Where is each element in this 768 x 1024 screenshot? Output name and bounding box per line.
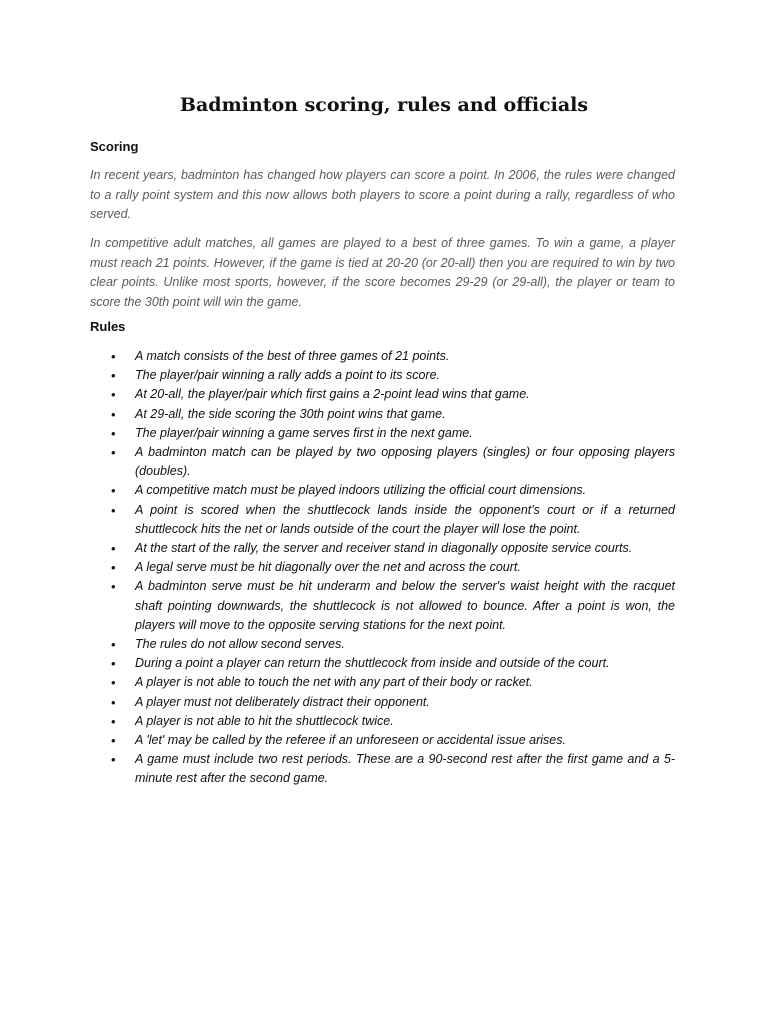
rule-text: A player must not deliberately distract their opponent. — [135, 694, 430, 709]
rule-text: A 'let' may be called by the referee if an unforeseen or accidental issue arises. — [135, 733, 566, 748]
rule-text: At the start of the rally, the server and receiver stand in diagonally opposite service courts. — [135, 541, 633, 556]
bullet-icon: • — [111, 733, 116, 749]
rule-text: A legal serve must be hit diagonally over the net and across the court. — [135, 560, 521, 575]
rule-item — [111, 635, 675, 654]
bullet-icon: • — [111, 752, 116, 768]
bullet-icon: • — [111, 675, 116, 691]
rule-text: At 20-all, the player/pair which first gains a 2-point lead wins that game. — [135, 387, 530, 402]
rules-list — [111, 347, 675, 789]
rule-text: A badminton match can be played by two opposing players (singles) or four opposing players (doubles). — [135, 445, 675, 479]
rule-item — [111, 405, 675, 424]
bullet-icon: • — [111, 483, 116, 499]
rule-item — [111, 731, 675, 750]
rule-text: A player is not able to hit the shuttlecock twice. — [135, 713, 394, 728]
bullet-icon: • — [111, 502, 116, 518]
bullet-icon: • — [111, 656, 116, 672]
bullet-icon: • — [111, 560, 116, 576]
rule-item — [111, 673, 675, 692]
bullet-icon: • — [111, 387, 116, 403]
rule-item — [111, 712, 675, 731]
rule-item — [111, 539, 675, 558]
rule-item — [111, 443, 675, 481]
page-title: Badminton scoring, rules and officials — [179, 94, 589, 116]
bullet-icon: • — [111, 541, 116, 557]
rule-text: The player/pair winning a rally adds a point to its score. — [135, 368, 441, 383]
rule-text: During a point a player can return the shuttlecock from inside and outside of the court. — [135, 656, 610, 671]
rule-text: A match consists of the best of three games of 21 points. — [135, 349, 450, 363]
bullet-icon: • — [111, 368, 116, 384]
rule-item — [111, 481, 675, 500]
rule-text: A point is scored when the shuttlecock lands inside the opponent's court or if a returned shuttlecock hits the net or lands outside of the court the player will lose the point. — [135, 502, 675, 536]
rules-heading: Rules — [90, 319, 126, 334]
rule-text: The rules do not allow second serves. — [135, 637, 345, 652]
rule-item — [111, 366, 675, 385]
bullet-icon: • — [111, 445, 116, 461]
scoring-paragraph: In competitive adult matches, all games are played to a best of three games. To win a game, a player must reach 21 points. However, if the game is tied at 20-20 (or 20-all) then you are required to win by two clear points. Unlike most sports, however, if the score becomes 29-29 (or 29-all), the player or team to score the 30th point will win the game. — [90, 236, 675, 309]
rule-item — [111, 558, 675, 577]
bullet-icon: • — [111, 425, 116, 441]
rule-text: A game must include two rest periods. These are a 90-second rest after the first game and a 5-minute rest after the second game. — [135, 752, 675, 786]
rule-item — [111, 385, 675, 404]
rule-item — [111, 347, 675, 366]
rule-item — [111, 654, 675, 673]
rule-text: At 29-all, the side scoring the 30th point wins that game. — [135, 406, 446, 421]
bullet-icon: • — [111, 406, 116, 422]
bullet-icon: • — [111, 349, 116, 364]
rule-text: A player is not able to touch the net with any part of their body or racket. — [135, 675, 533, 690]
rule-text: The player/pair winning a game serves first in the next game. — [135, 425, 473, 440]
bullet-icon: • — [111, 637, 116, 653]
bullet-icon: • — [111, 694, 116, 710]
scoring-paragraph: In recent years, badminton has changed how players can score a point. In 2006, the rules were changed to a rally point system and this now allows both players to score a point during a rally, regardless of who served. — [90, 168, 675, 221]
bullet-icon: • — [111, 713, 116, 729]
rule-item — [111, 424, 675, 443]
rule-item — [111, 693, 675, 712]
bullet-icon: • — [111, 579, 116, 595]
rule-text: A badminton serve must be hit underarm and below the server's waist height with the racquet shaft pointing downwards, the shuttlecock is not allowed to bounce. After a point is won, the players will move to the opposite serving stations for the next point. — [135, 579, 675, 632]
rule-item — [111, 750, 675, 788]
rule-item — [111, 577, 675, 635]
scoring-heading: Scoring — [90, 139, 139, 154]
rule-text: A competitive match must be played indoors utilizing the official court dimensions. — [135, 483, 587, 498]
rule-item — [111, 501, 675, 539]
